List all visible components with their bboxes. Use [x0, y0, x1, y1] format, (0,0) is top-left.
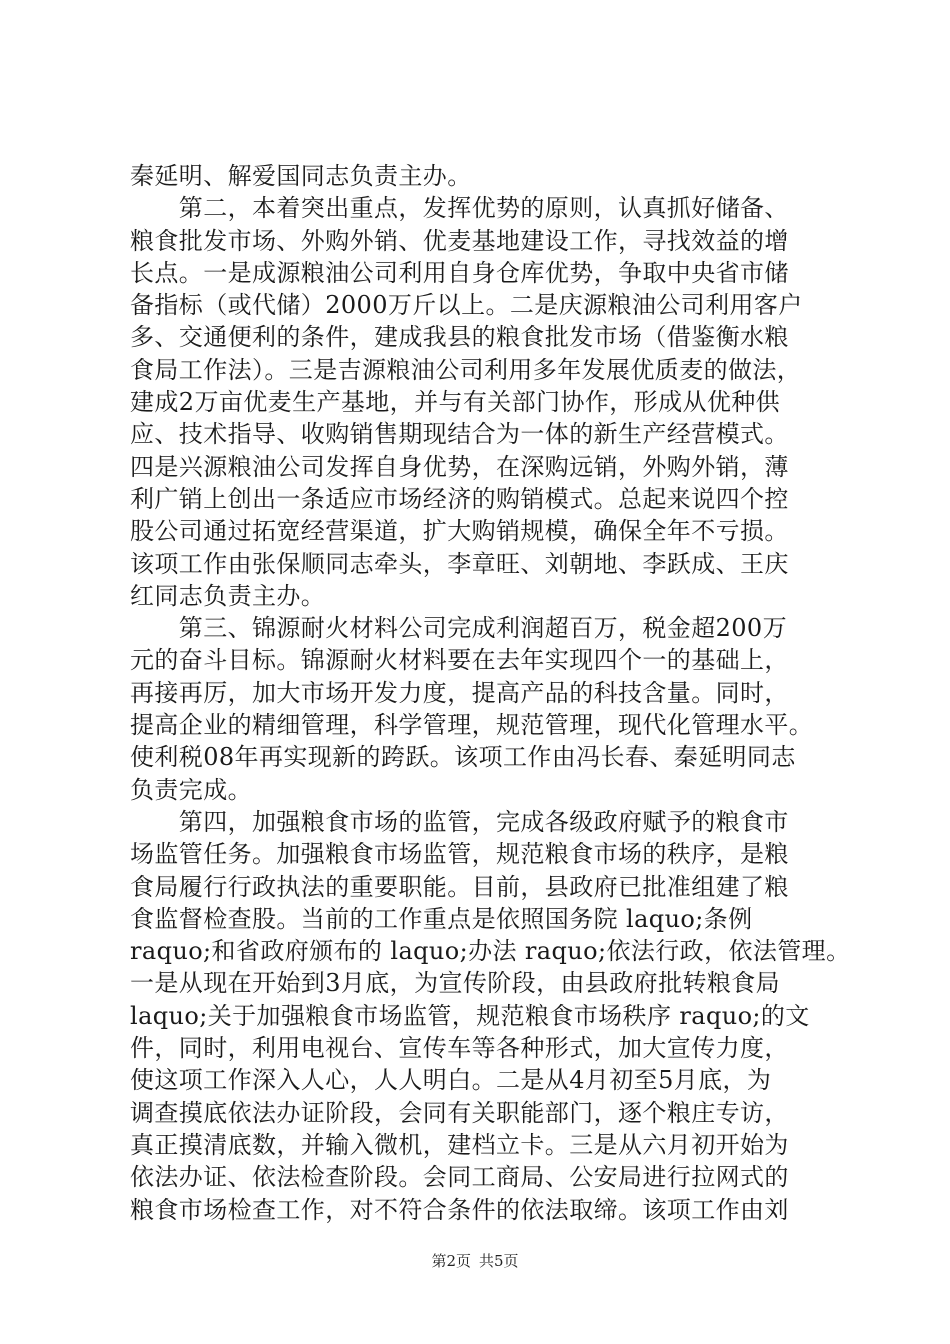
text-line: 红同志负责主办。 — [130, 581, 326, 610]
text-line: 粮食批发市场、外购外销、优麦基地建设工作，寻找效益的增 — [130, 226, 789, 255]
text-line: 真正摸清底数，并输入微机，建档立卡。三是从六月初开始为 — [130, 1130, 789, 1159]
text-line: 多、交通便利的条件，建成我县的粮食批发市场（借鉴衡水粮 — [130, 323, 789, 352]
text-line: 第四，加强粮食市场的监管，完成各级政府赋予的粮食市 — [130, 807, 789, 836]
text-line: 场监管任务。加强粮食市场监管，规范粮食市场的秩序，是粮 — [130, 840, 789, 869]
text-line: 元的奋斗目标。锦源耐火材料要在去年实现四个一的基础上， — [130, 646, 789, 675]
text-line: 备指标（或代储）2000万斤以上。二是庆源粮油公司利用客户 — [130, 291, 803, 320]
text-line: 第三、锦源耐火材料公司完成利润超百万，税金超200万 — [130, 614, 788, 643]
text-line: laquo;关于加强粮食市场监管，规范粮食市场秩序 raquo;的文 — [130, 1001, 810, 1030]
text-line: 一是从现在开始到3月底，为宣传阶段，由县政府批转粮食局 — [130, 969, 781, 998]
text-line: 食局履行行政执法的重要职能。目前，县政府已批准组建了粮 — [130, 872, 789, 901]
text-line: 食局工作法）。三是吉源粮油公司利用多年发展优质麦的做法， — [130, 355, 802, 384]
text-line: 利广销上创出一条适应市场经济的购销模式。总起来说四个控 — [130, 484, 789, 513]
text-line: 四是兴源粮油公司发挥自身优势，在深购远销，外购外销，薄 — [130, 452, 789, 481]
text-line: 提高企业的精细管理，科学管理，规范管理，现代化管理水平。 — [130, 711, 814, 740]
text-line: 使这项工作深入人心，人人明白。二是从4月初至5月底，为 — [130, 1066, 772, 1095]
text-line: 应、技术指导、收购销售期现结合为一体的新生产经营模式。 — [130, 420, 789, 449]
page-number: 第2页 — [431, 1252, 471, 1270]
text-line: 该项工作由张保顺同志牵头，李章旺、刘朝地、李跃成、王庆 — [130, 549, 789, 578]
page-total: 共5页 — [479, 1252, 519, 1270]
text-line: 依法办证、依法检查阶段。会同工商局、公安局进行拉网式的 — [130, 1163, 789, 1192]
text-line: 第二，本着突出重点，发挥优势的原则，认真抓好储备、 — [130, 194, 789, 223]
text-line: 股公司通过拓宽经营渠道，扩大购销规模，确保全年不亏损。 — [130, 517, 789, 546]
body-text — [130, 160, 851, 1226]
text-line: 秦延明、解爱国同志负责主办。 — [130, 162, 472, 190]
text-line: 食监督检查股。当前的工作重点是依照国务院 laquo;条例 — [130, 904, 753, 933]
text-line: 建成2万亩优麦生产基地，并与有关部门协作，形成从优种供 — [130, 388, 781, 417]
text-line: 调查摸底依法办证阶段，会同有关职能部门，逐个粮庄专访， — [130, 1098, 789, 1127]
text-line: 件，同时，利用电视台、宣传车等各种形式，加大宣传力度， — [130, 1034, 789, 1063]
text-line: 使利税08年再实现新的跨跃。该项工作由冯长春、秦延明同志 — [130, 743, 796, 772]
text-line: 长点。一是成源粮油公司利用自身仓库优势，争取中央省市储 — [130, 258, 789, 287]
text-line: 再接再厉，加大市场开发力度，提高产品的科技含量。同时， — [130, 678, 789, 707]
text-line: 负责完成。 — [130, 775, 252, 804]
text-line: 粮食市场检查工作，对不符合条件的依法取缔。该项工作由刘 — [130, 1195, 789, 1224]
text-line: raquo;和省政府颁布的 laquo;办法 raquo;依法行政，依法管理。 — [130, 937, 851, 966]
page-footer — [0, 1251, 950, 1271]
